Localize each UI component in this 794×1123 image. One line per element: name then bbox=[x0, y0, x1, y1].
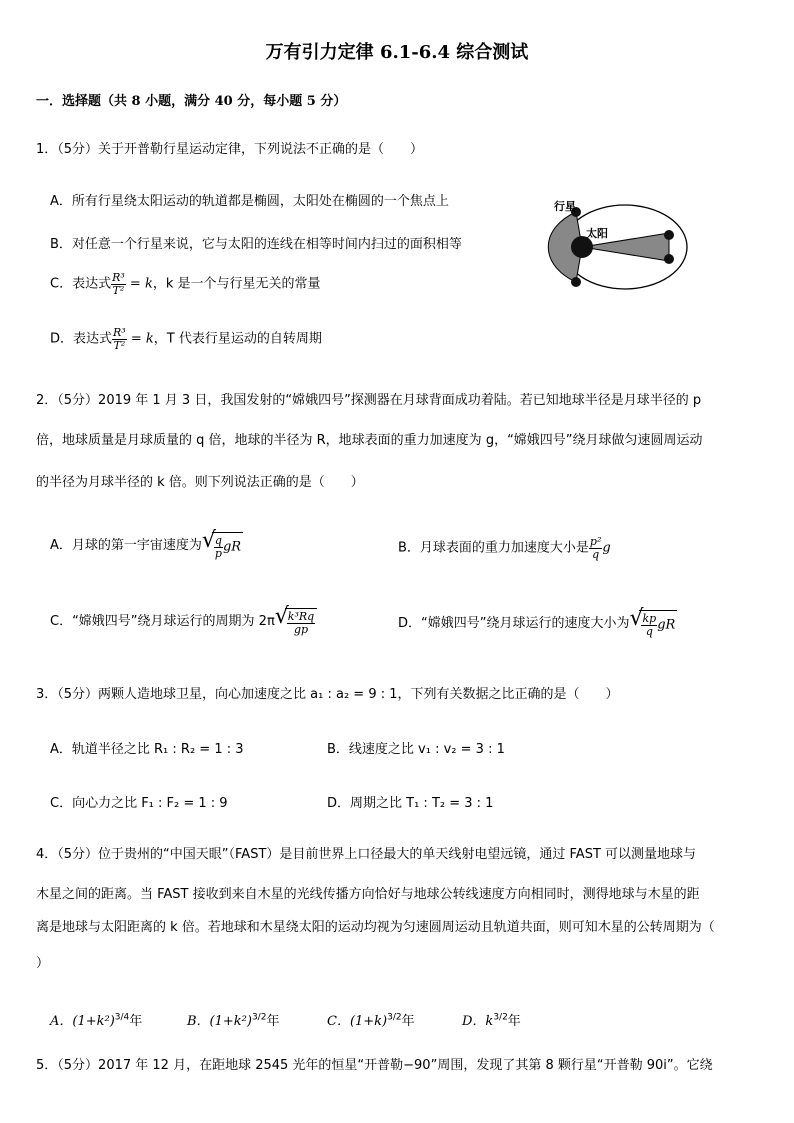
q4-a-exp: 3/4 bbox=[114, 1012, 130, 1023]
q3-stem: 3．（5分）两颗人造地球卫星，向心加速度之比 a₁ : a₂ = 9 : 1，下列有关数据之比正确的是（ ） bbox=[36, 687, 619, 702]
q1-option-c bbox=[50, 272, 321, 296]
q1-option-d bbox=[50, 327, 322, 351]
q2-b-text: B．月球表面的重力加速度大小是 bbox=[398, 540, 589, 556]
q2-c-sqrt: √ $\frac{\text{k³Rq}}{gp}$ bbox=[275, 608, 317, 635]
q4-d-unit: 年 bbox=[507, 1014, 521, 1029]
q2-c-text: C．“嫦娥四号”绕月球运行的周期为 2π bbox=[50, 614, 275, 630]
q1-option-d-suffix: ，T 代表行星运动的自转周期 bbox=[153, 331, 322, 347]
planet-dot-right-top bbox=[664, 230, 674, 240]
q2-line-1: 2．（5分）2019 年 1 月 3 日，我国发射的“嫦娥四号”探测器在月球背面成功着陆。若已知地球半径是月球半径的 p bbox=[36, 393, 702, 408]
q3-option-a: A．轨道半径之比 R₁ : R₂ = 1 : 3 bbox=[50, 742, 244, 757]
q3-option-c: C．向心力之比 F₁ : F₂ = 1 : 9 bbox=[50, 796, 228, 811]
q2-d-num: kp bbox=[642, 612, 657, 625]
q1-option-d-prefix: D．表达式 bbox=[50, 331, 113, 347]
q4-line-2: 木星之间的距离。当 FAST 接收到来自木星的光线传播方向恰好与地球公转线速度方向相同时，测得地球与木星的距 bbox=[36, 887, 700, 902]
q1-d-frac-num: R³ bbox=[113, 326, 126, 339]
q4-c-exp: 3/2 bbox=[387, 1012, 402, 1023]
q1-d-eq: = k bbox=[130, 331, 154, 347]
q2-option-c bbox=[50, 604, 317, 636]
q4-d-exp: 3/2 bbox=[493, 1012, 508, 1023]
q1-option-c-prefix: C．表达式 bbox=[50, 276, 112, 292]
q2-d-text: D．“嫦娥四号”绕月球运行的速度大小为 bbox=[398, 616, 630, 632]
kepler-orbit-figure bbox=[540, 195, 690, 295]
page-title: 万有引力定律 6.1-6.4 综合测试 bbox=[265, 42, 529, 63]
planet-dot-right-bottom bbox=[664, 254, 674, 264]
q2-a-sqrt: √ $\frac{q}{p}$ gR bbox=[201, 528, 242, 560]
q4-a-base: A．(1+k²) bbox=[50, 1014, 115, 1029]
q2-a-num: q bbox=[214, 534, 222, 547]
q2-c-num: k³Rq bbox=[287, 610, 315, 623]
q2-b-tail: g bbox=[602, 540, 611, 556]
q4-d-base: D．k bbox=[462, 1014, 494, 1029]
q2-b-den: q bbox=[592, 547, 600, 561]
q2-b-num: p² bbox=[589, 535, 602, 548]
q4-b-unit: 年 bbox=[266, 1014, 280, 1029]
q2-option-b bbox=[398, 536, 611, 560]
q1-stem: 1．（5分）关于开普勒行星运动定律，下列说法不正确的是（ ） bbox=[36, 142, 424, 157]
q2-line-3: 的半径为月球半径的 k 倍。则下列说法正确的是（ ） bbox=[36, 475, 364, 490]
q1-d-fraction bbox=[112, 327, 127, 351]
section-heading: 一．选择题（共 8 小题，满分 40 分，每小题 5 分） bbox=[36, 94, 347, 109]
q2-option-d bbox=[398, 606, 677, 638]
q2-line-2: 倍，地球质量是月球质量的 q 倍，地球的半径为 R，地球表面的重力加速度为 g，“嫦娥四号”绕月球做匀速圆周运动 bbox=[36, 433, 703, 448]
q4-option-b bbox=[187, 1010, 279, 1029]
q2-a-tail: gR bbox=[222, 539, 242, 555]
q3-option-d: D．周期之比 T₁ : T₂ = 3 : 1 bbox=[327, 796, 494, 811]
q2-d-sqrt: √ $\frac{kp}{q}$ gR bbox=[629, 606, 676, 638]
q4-line-4: ） bbox=[36, 956, 50, 971]
q4-option-a bbox=[50, 1010, 142, 1029]
q4-option-d bbox=[462, 1010, 521, 1029]
q2-a-text: A．月球的第一宇宙速度为 bbox=[50, 538, 202, 554]
q4-c-unit: 年 bbox=[401, 1014, 415, 1029]
q1-option-b: B．对任意一个行星来说，它与太阳的连线在相等时间内扫过的面积相等 bbox=[50, 237, 462, 252]
q4-c-base: C．(1+k) bbox=[327, 1014, 388, 1029]
q2-d-tail: gR bbox=[657, 617, 676, 633]
fig-label-sun: 太阳 bbox=[586, 227, 608, 240]
q4-line-3: 离是地球与太阳距离的 k 倍。若地球和木星绕太阳的运动均视为匀速圆周运动且轨道共面，则可知木星的公转周期为（ bbox=[36, 920, 715, 935]
q5-line-1: 5．（5分）2017 年 12 月，在距地球 2545 光年的恒星“开普勒−90”周围，发现了其第 8 颗行星“开普勒 90i”。它绕 bbox=[36, 1058, 713, 1073]
q2-c-den: gp bbox=[293, 622, 309, 636]
fig-label-planet: 行星 bbox=[554, 200, 576, 213]
q1-option-a: A．所有行星绕太阳运动的轨道都是椭圆，太阳处在椭圆的一个焦点上 bbox=[50, 194, 449, 209]
q4-b-base: B．(1+k²) bbox=[187, 1014, 252, 1029]
q1-c-frac-num: R³ bbox=[112, 271, 125, 284]
q2-a-den: p bbox=[214, 546, 222, 560]
q4-line-1: 4．（5分）位于贵州的“中国天眼”（FAST）是目前世界上口径最大的单天线射电望远镜，通过 FAST 可以测量地球与 bbox=[36, 847, 697, 862]
q1-c-eq: = k bbox=[129, 276, 153, 292]
q1-d-frac-den: T² bbox=[113, 338, 126, 352]
q1-c-frac-den: T² bbox=[112, 283, 125, 297]
q4-option-c bbox=[327, 1010, 415, 1029]
q2-d-den: q bbox=[645, 624, 653, 638]
q3-option-b: B．线速度之比 v₁ : v₂ = 3 : 1 bbox=[327, 742, 505, 757]
planet-dot-bottom bbox=[571, 277, 581, 287]
q4-b-exp: 3/2 bbox=[251, 1012, 267, 1023]
q1-c-fraction bbox=[111, 272, 126, 296]
q1-option-c-suffix: ，k 是一个与行星无关的常量 bbox=[152, 276, 321, 292]
q4-a-unit: 年 bbox=[129, 1014, 143, 1029]
q2-option-a bbox=[50, 528, 243, 560]
